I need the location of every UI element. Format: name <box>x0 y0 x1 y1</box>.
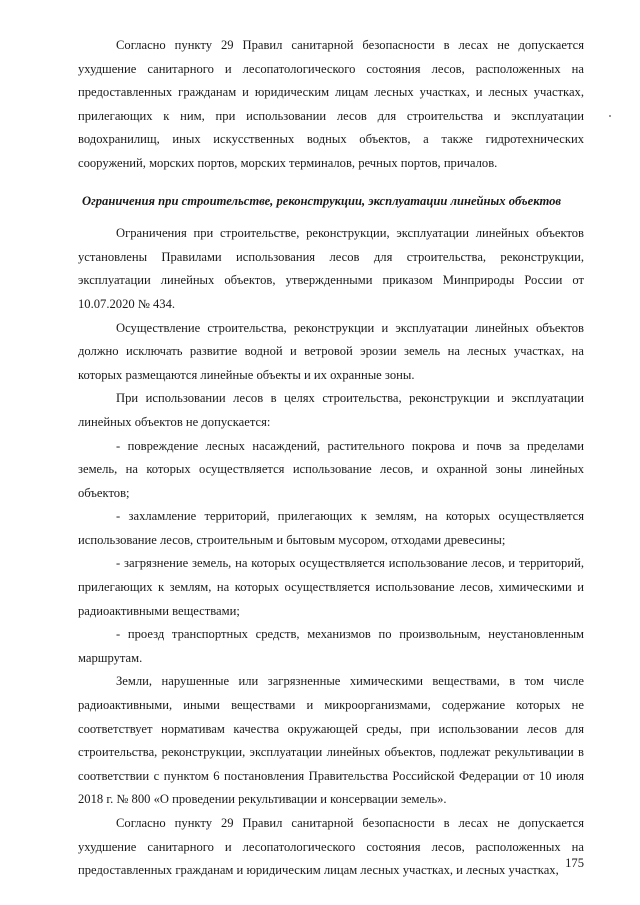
list-item-damage: - повреждение лесных насаждений, растительного покрова и почв за пределами земель, на которых осуществляется использование лесов, и охранной зоны линейных объектов; <box>78 438 584 500</box>
paragraph-recultivation: Земли, нарушенные или загрязненные химическими веществами, в том числе радиоактивными, иными веществами и микроорганизмами, содержание которых не соответствует нормативам качества окружающей среды, при использовании лесов для строительства, реконструкции, эксплуатации линейных объектов, подлежат рекультивации в соответствии с пунктом 6 постановления Правительства Российской Федерации от 10 июля 2018 г. № 800 «О проведении рекультивации и консервации земель». <box>78 674 584 807</box>
paragraph-prohibited-intro: При использовании лесов в целях строительства, реконструкции и эксплуатации линейных объектов не допускается: <box>78 391 584 429</box>
document-page <box>78 34 584 883</box>
list-item-pollution: - загрязнение земель, на которых осуществляется использование лесов, и территорий, прилегающих к землям, на которых осуществляется использование лесов, химическими и радиоактивными веществами; <box>78 556 584 618</box>
page-number: 175 <box>565 856 584 870</box>
paragraph-sanitary-safety-repeat: Согласно пункту 29 Правил санитарной безопасности в лесах не допускается ухудшение санитарного и лесопатологического состояния лесов, расположенных на предоставленных гражданам и юридическим лицам лесных участках, и лесных участках, <box>78 816 584 878</box>
list-item-littering: - захламление территорий, прилегающих к землям, на которых осуществляется использование лесов, строительным и бытовым мусором, отходами древесины; <box>78 509 584 547</box>
scan-speck <box>609 115 611 117</box>
paragraph-erosion-prevention: Осуществление строительства, реконструкции и эксплуатации линейных объектов должно исключать развитие водной и ветровой эрозии земель на лесных участках, на которых размещаются линейные объекты и их охранные зоны. <box>78 320 584 382</box>
list-item-vehicle-passage: - проезд транспортных средств, механизмов по произвольным, неустановленным маршрутам. <box>78 627 584 665</box>
paragraph-sanitary-safety-intro: Согласно пункту 29 Правил санитарной безопасности в лесах не допускается ухудшение санитарного и лесопатологического состояния лесов, расположенных на предоставленных гражданам и юридическим лицам лесных участках, и лесных участках, прилегающих к ним, при использовании лесов для строительства и эксплуатации водохранилищ, иных искусственных водных объектов, а также гидротехнических сооружений, морских портов, морских терминалов, речных портов, причалов. <box>78 38 584 170</box>
section-heading-linear-objects: Ограничения при строительстве, реконструкции, эксплуатации линейных объектов <box>82 193 561 208</box>
paragraph-restrictions-rules: Ограничения при строительстве, реконструкции, эксплуатации линейных объектов установлены Правилами использования лесов для строительства, реконструкции, эксплуатации линейных объектов, утвержденными приказом Минприроды России от 10.07.2020 № 434. <box>78 226 584 311</box>
